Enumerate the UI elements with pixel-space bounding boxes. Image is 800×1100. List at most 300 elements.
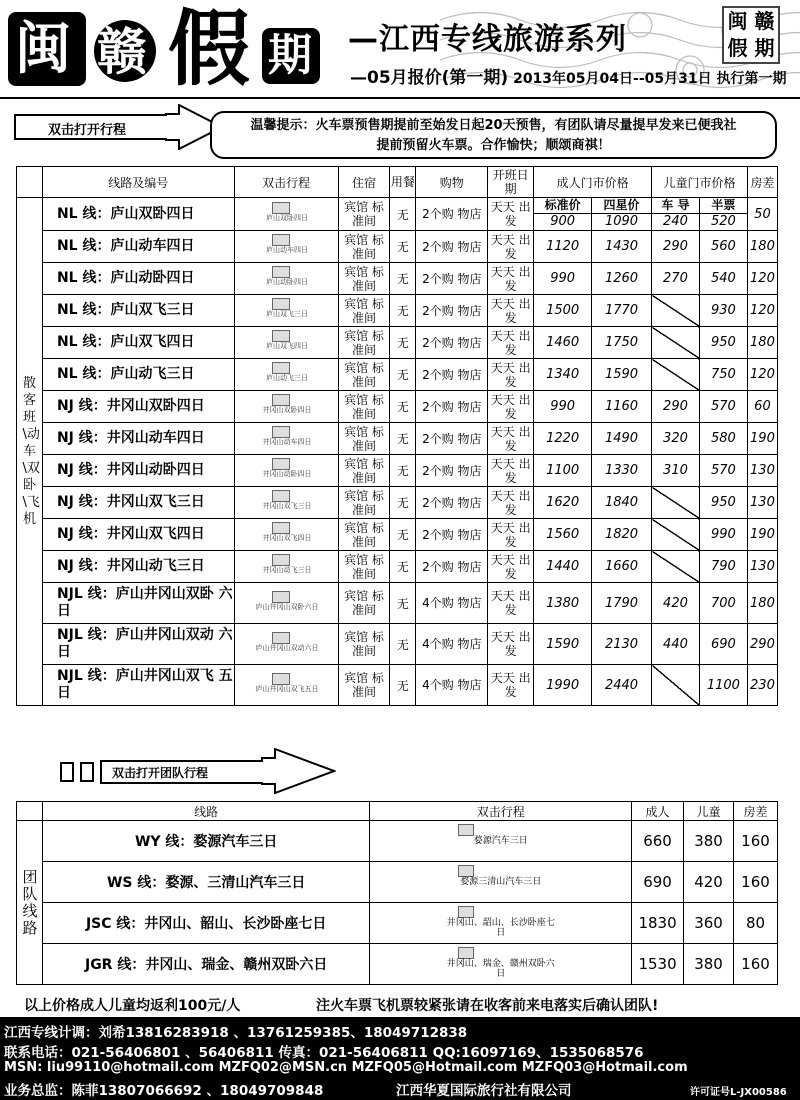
empty-slash-cell bbox=[652, 551, 700, 583]
team-itinerary-link[interactable] bbox=[370, 903, 632, 944]
subtitle-detail: 2013年05月04日--05月31日 执行第一期 bbox=[513, 71, 787, 87]
document-icon bbox=[272, 202, 290, 214]
notice-line-1: 温馨提示：火车票预售期提前至始发日起20天预售，有团队请尽量提早发来已便我社 bbox=[250, 118, 737, 133]
thumbnail-caption: 井冈山双飞四日 bbox=[262, 534, 312, 542]
adult-standard-price: 990 bbox=[534, 263, 592, 295]
document-thumbnail[interactable] bbox=[244, 490, 328, 512]
rebate-note: 以上价格成人儿童均返利100元/人 bbox=[24, 998, 241, 1014]
adult-four-star-price: 1260 bbox=[592, 263, 652, 295]
shopping-cell: 4个购 物店 bbox=[416, 624, 488, 665]
document-thumbnail[interactable] bbox=[244, 202, 328, 224]
header-hotel: 住宿 bbox=[338, 167, 390, 198]
thumbnail-caption: 井冈山、韶山、长沙卧座七日 bbox=[446, 918, 555, 938]
room-diff-cell: 130 bbox=[747, 487, 777, 519]
team-child-price: 360 bbox=[684, 903, 734, 944]
thumbnail-caption: 井冈山双飞三日 bbox=[262, 502, 312, 510]
team-route-name: JSC 线：井冈山、韶山、长沙卧座七日 bbox=[42, 903, 369, 944]
route-name: NJL 线：庐山井冈山双飞 五日 bbox=[42, 665, 234, 706]
document-icon bbox=[272, 554, 290, 566]
document-icon bbox=[458, 906, 474, 918]
team-room-diff: 160 bbox=[733, 862, 777, 903]
route-name: NJL 线：庐山井冈山双卧 六日 bbox=[42, 583, 234, 624]
itinerary-link[interactable] bbox=[234, 519, 338, 551]
room-diff-cell: 180 bbox=[747, 583, 777, 624]
side-label-text: 散客班\动车\双卧\飞机 bbox=[22, 376, 40, 527]
hotel-cell: 宾馆 标准间 bbox=[338, 423, 390, 455]
table-header-row bbox=[17, 167, 778, 198]
hotel-cell: 宾馆 标准间 bbox=[338, 263, 390, 295]
price-subheader: 半票 bbox=[700, 198, 747, 214]
header-shopping: 购物 bbox=[416, 167, 488, 198]
shopping-cell: 2个购 物店 bbox=[416, 327, 488, 359]
child-half-ticket-price: 690 bbox=[699, 624, 747, 665]
document-icon bbox=[272, 591, 290, 603]
team-room-diff: 160 bbox=[733, 944, 777, 985]
team-header-adult: 成人 bbox=[632, 802, 684, 821]
team-header-itinerary: 双击行程 bbox=[370, 802, 632, 821]
child-transport-price: 270 bbox=[652, 263, 700, 295]
team-room-diff: 80 bbox=[733, 903, 777, 944]
adult-standard-price: 1440 bbox=[534, 551, 592, 583]
room-diff-cell: 190 bbox=[747, 519, 777, 551]
table-row bbox=[17, 359, 778, 391]
adult-standard-price: 1340 bbox=[534, 359, 592, 391]
shopping-cell: 2个购 物店 bbox=[416, 263, 488, 295]
empty-slash-cell bbox=[652, 295, 700, 327]
thumbnail-caption: 井冈山动飞三日 bbox=[262, 566, 312, 574]
empty-slash-cell bbox=[652, 519, 700, 551]
stamp-char: 期 bbox=[754, 36, 775, 60]
meal-cell: 无 bbox=[390, 487, 416, 519]
adult-standard-price: 1220 bbox=[534, 423, 592, 455]
adult-standard-price: 1380 bbox=[534, 583, 592, 624]
shopping-cell: 2个购 物店 bbox=[416, 295, 488, 327]
departure-cell: 天天 出发 bbox=[488, 624, 534, 665]
header-child-price: 儿童门市价格 bbox=[652, 167, 748, 198]
departure-cell: 天天 出发 bbox=[488, 263, 534, 295]
page-title: —江西专线旅游系列 bbox=[348, 22, 627, 57]
route-name: NL 线：庐山动飞三日 bbox=[42, 359, 234, 391]
document-thumbnail[interactable] bbox=[244, 234, 328, 256]
table-row bbox=[17, 903, 778, 944]
departure-cell: 天天 出发 bbox=[488, 583, 534, 624]
hotel-cell: 宾馆 标准间 bbox=[338, 231, 390, 263]
adult-standard-price: 1120 bbox=[534, 231, 592, 263]
empty-slash-cell bbox=[652, 327, 700, 359]
table-row bbox=[17, 327, 778, 359]
document-icon bbox=[272, 673, 290, 685]
document-thumbnail[interactable] bbox=[244, 458, 328, 480]
logo-char-1: 闽 bbox=[15, 16, 71, 82]
open-team-itinerary-arrow[interactable] bbox=[60, 748, 340, 794]
document-icon bbox=[272, 298, 290, 310]
shopping-cell: 2个购 物店 bbox=[416, 231, 488, 263]
room-diff-cell: 60 bbox=[747, 391, 777, 423]
table-row bbox=[17, 665, 778, 706]
hotel-cell: 宾馆 标准间 bbox=[338, 624, 390, 665]
route-name: NL 线：庐山双飞三日 bbox=[42, 295, 234, 327]
document-icon bbox=[272, 632, 290, 644]
fit-price-table-body bbox=[17, 198, 778, 706]
document-thumbnail[interactable] bbox=[446, 824, 556, 854]
thumbnail-caption: 庐山动车四日 bbox=[266, 246, 309, 254]
document-thumbnail[interactable] bbox=[244, 394, 328, 416]
meal-cell: 无 bbox=[390, 455, 416, 487]
shopping-cell: 2个购 物店 bbox=[416, 551, 488, 583]
child-half-ticket-price: 570 bbox=[699, 455, 747, 487]
price-cell-with-sub bbox=[534, 198, 592, 231]
team-child-price: 420 bbox=[684, 862, 734, 903]
room-diff-cell: 290 bbox=[747, 624, 777, 665]
child-transport-price: 420 bbox=[652, 583, 700, 624]
itinerary-link[interactable] bbox=[234, 665, 338, 706]
shopping-cell: 2个购 物店 bbox=[416, 455, 488, 487]
document-thumbnail[interactable] bbox=[244, 673, 328, 695]
adult-four-star-price: 1840 bbox=[592, 487, 652, 519]
table-row bbox=[17, 624, 778, 665]
side-label-fit bbox=[17, 198, 43, 706]
open-itinerary-label: 双击打开行程 bbox=[48, 123, 127, 138]
price-subheader: 四星价 bbox=[592, 198, 651, 214]
notice-line-2: 提前预留火车票。合作愉快；顺颂商祺！ bbox=[376, 138, 611, 153]
team-itinerary-link[interactable] bbox=[370, 862, 632, 903]
checkbox-icon bbox=[60, 762, 74, 782]
meal-cell: 无 bbox=[390, 231, 416, 263]
child-half-ticket-price: 560 bbox=[699, 231, 747, 263]
adult-standard-price: 1500 bbox=[534, 295, 592, 327]
team-header-room: 房差 bbox=[733, 802, 777, 821]
table-row bbox=[17, 583, 778, 624]
header-itinerary: 双击行程 bbox=[234, 167, 338, 198]
stamp-char: 闽 bbox=[727, 9, 748, 33]
room-diff-cell: 120 bbox=[747, 295, 777, 327]
team-header-route: 线路 bbox=[42, 802, 369, 821]
document-icon bbox=[458, 824, 474, 836]
thumbnail-caption: 庐山双飞三日 bbox=[266, 310, 309, 318]
footer-company: 江西华夏国际旅行社有限公司 bbox=[396, 1083, 572, 1099]
header-departure: 开班日期 bbox=[488, 167, 534, 198]
document-thumbnail[interactable] bbox=[446, 906, 556, 936]
adult-standard-price: 1560 bbox=[534, 519, 592, 551]
itinerary-link[interactable] bbox=[234, 624, 338, 665]
departure-cell: 天天 出发 bbox=[488, 519, 534, 551]
document-icon bbox=[272, 490, 290, 502]
document-icon bbox=[272, 394, 290, 406]
hotel-cell: 宾馆 标准间 bbox=[338, 391, 390, 423]
team-price-table bbox=[16, 801, 778, 985]
child-half-ticket-price: 950 bbox=[699, 327, 747, 359]
adult-standard-price: 1590 bbox=[534, 624, 592, 665]
team-route-name: WY 线：婺源汽车三日 bbox=[42, 821, 369, 862]
document-thumbnail[interactable] bbox=[244, 426, 328, 448]
price-cell-with-sub bbox=[592, 198, 652, 231]
departure-cell: 天天 出发 bbox=[488, 391, 534, 423]
document-icon bbox=[272, 266, 290, 278]
adult-four-star-price: 1820 bbox=[592, 519, 652, 551]
header-meal: 用餐 bbox=[390, 167, 416, 198]
stamp-char: 假 bbox=[727, 36, 748, 60]
header-route: 线路及编号 bbox=[42, 167, 234, 198]
route-name: NJ 线：井冈山动车四日 bbox=[42, 423, 234, 455]
hotel-cell: 宾馆 标准间 bbox=[338, 295, 390, 327]
price-cell-with-sub bbox=[699, 198, 747, 231]
team-header-side bbox=[17, 802, 43, 821]
table-row bbox=[17, 862, 778, 903]
document-thumbnail[interactable] bbox=[446, 947, 556, 977]
document-icon bbox=[272, 426, 290, 438]
price-cell-with-sub bbox=[652, 198, 700, 231]
adult-standard-price: 1990 bbox=[534, 665, 592, 706]
child-transport-price: 320 bbox=[652, 423, 700, 455]
contact-footer bbox=[0, 1017, 800, 1100]
table-row bbox=[17, 455, 778, 487]
shopping-cell: 4个购 物店 bbox=[416, 583, 488, 624]
adult-standard-price: 1620 bbox=[534, 487, 592, 519]
adult-four-star-price: 1750 bbox=[592, 327, 652, 359]
meal-cell: 无 bbox=[390, 359, 416, 391]
route-name: NJ 线：井冈山双卧四日 bbox=[42, 391, 234, 423]
meal-cell: 无 bbox=[390, 665, 416, 706]
price-subheader: 标准价 bbox=[534, 198, 591, 214]
itinerary-link[interactable] bbox=[234, 551, 338, 583]
table-row bbox=[17, 391, 778, 423]
shopping-cell: 2个购 物店 bbox=[416, 198, 488, 231]
logo-char-2: 赣 bbox=[97, 22, 147, 81]
departure-cell: 天天 出发 bbox=[488, 359, 534, 391]
shopping-cell: 2个购 物店 bbox=[416, 487, 488, 519]
itinerary-link[interactable] bbox=[234, 455, 338, 487]
child-half-ticket-price: 990 bbox=[699, 519, 747, 551]
document-thumbnail[interactable] bbox=[244, 266, 328, 288]
team-itinerary-link[interactable] bbox=[370, 821, 632, 862]
document-icon bbox=[272, 522, 290, 534]
hotel-cell: 宾馆 标准间 bbox=[338, 198, 390, 231]
logo-char-3: 假 bbox=[168, 1, 251, 97]
price-subheader: 车 导 bbox=[652, 198, 699, 214]
thumbnail-caption: 庐山井冈山双飞五日 bbox=[255, 684, 319, 693]
departure-cell: 天天 出发 bbox=[488, 231, 534, 263]
meal-cell: 无 bbox=[390, 391, 416, 423]
route-name: NJ 线：井冈山动飞三日 bbox=[42, 551, 234, 583]
document-thumbnail[interactable] bbox=[244, 591, 328, 613]
thumbnail-caption: 婺源汽车三日 bbox=[473, 836, 528, 846]
adult-four-star-price: 2440 bbox=[592, 665, 652, 706]
table-row bbox=[17, 519, 778, 551]
room-diff-cell: 190 bbox=[747, 423, 777, 455]
document-thumbnail[interactable] bbox=[244, 632, 328, 654]
adult-four-star-price: 1660 bbox=[592, 551, 652, 583]
open-itinerary-arrow[interactable] bbox=[14, 104, 224, 150]
room-diff-cell: 50 bbox=[747, 198, 777, 231]
adult-four-star-price: 1590 bbox=[592, 359, 652, 391]
side-label-team bbox=[17, 821, 43, 985]
document-thumbnail[interactable] bbox=[244, 330, 328, 352]
thumbnail-caption: 庐山双飞四日 bbox=[266, 342, 309, 350]
subtitle-main: —05月报价(第一期) bbox=[350, 68, 509, 88]
itinerary-link[interactable] bbox=[234, 487, 338, 519]
document-thumbnail[interactable] bbox=[244, 298, 328, 320]
thumbnail-caption: 井冈山动卧四日 bbox=[262, 470, 312, 478]
team-route-name: WS 线：婺源、三清山汽车三日 bbox=[42, 862, 369, 903]
itinerary-link[interactable] bbox=[234, 295, 338, 327]
shopping-cell: 2个购 物店 bbox=[416, 359, 488, 391]
itinerary-link[interactable] bbox=[234, 423, 338, 455]
room-diff-cell: 120 bbox=[747, 263, 777, 295]
thumbnail-caption: 井冈山动车四日 bbox=[262, 438, 312, 446]
child-transport-price: 290 bbox=[652, 231, 700, 263]
thumbnail-caption: 婺源三清山汽车三日 bbox=[460, 877, 542, 887]
child-half-ticket-price: 570 bbox=[699, 391, 747, 423]
meal-cell: 无 bbox=[390, 198, 416, 231]
child-half-ticket-price: 700 bbox=[699, 583, 747, 624]
thumbnail-caption: 庐山动卧四日 bbox=[266, 278, 309, 286]
team-child-price: 380 bbox=[684, 821, 734, 862]
team-child-price: 380 bbox=[684, 944, 734, 985]
team-header-child: 儿童 bbox=[684, 802, 734, 821]
route-name: NL 线：庐山双卧四日 bbox=[42, 198, 234, 231]
page-subtitle bbox=[350, 63, 786, 88]
child-transport-price: 290 bbox=[652, 391, 700, 423]
team-adult-price: 1530 bbox=[632, 944, 684, 985]
meal-cell: 无 bbox=[390, 327, 416, 359]
fit-price-table bbox=[16, 166, 778, 706]
price-value: 1090 bbox=[604, 214, 639, 229]
meal-cell: 无 bbox=[390, 423, 416, 455]
child-transport-price: 440 bbox=[652, 624, 700, 665]
itinerary-link[interactable] bbox=[234, 263, 338, 295]
child-half-ticket-price: 540 bbox=[699, 263, 747, 295]
team-price-table-body bbox=[17, 821, 778, 985]
room-diff-cell: 130 bbox=[747, 551, 777, 583]
child-transport-price: 310 bbox=[652, 455, 700, 487]
open-team-itinerary-label: 双击打开团队行程 bbox=[112, 766, 209, 780]
hotel-cell: 宾馆 标准间 bbox=[338, 551, 390, 583]
hotel-cell: 宾馆 标准间 bbox=[338, 455, 390, 487]
room-diff-cell: 180 bbox=[747, 327, 777, 359]
document-thumbnail[interactable] bbox=[244, 362, 328, 384]
departure-cell: 天天 出发 bbox=[488, 423, 534, 455]
itinerary-link[interactable] bbox=[234, 327, 338, 359]
document-thumbnail[interactable] bbox=[244, 522, 328, 544]
child-half-ticket-price: 580 bbox=[699, 423, 747, 455]
notice-box bbox=[210, 111, 777, 159]
header-divider bbox=[0, 97, 800, 99]
team-itinerary-link[interactable] bbox=[370, 944, 632, 985]
table-row bbox=[17, 487, 778, 519]
hotel-cell: 宾馆 标准间 bbox=[338, 665, 390, 706]
table-row bbox=[17, 263, 778, 295]
adult-four-star-price: 2130 bbox=[592, 624, 652, 665]
team-adult-price: 690 bbox=[632, 862, 684, 903]
child-half-ticket-price: 950 bbox=[699, 487, 747, 519]
table-row bbox=[17, 295, 778, 327]
adult-four-star-price: 1790 bbox=[592, 583, 652, 624]
departure-cell: 天天 出发 bbox=[488, 327, 534, 359]
team-adult-price: 1830 bbox=[632, 903, 684, 944]
hotel-cell: 宾馆 标准间 bbox=[338, 359, 390, 391]
header bbox=[0, 0, 800, 96]
child-half-ticket-price: 790 bbox=[699, 551, 747, 583]
adult-four-star-price: 1330 bbox=[592, 455, 652, 487]
document-icon bbox=[458, 947, 474, 959]
child-half-ticket-price: 930 bbox=[699, 295, 747, 327]
itinerary-link[interactable] bbox=[234, 583, 338, 624]
document-icon bbox=[272, 330, 290, 342]
itinerary-link[interactable] bbox=[234, 391, 338, 423]
footer-operator: 江西专线计调：刘希13816283918 、13761259385、18049712838 bbox=[4, 1025, 468, 1041]
adult-four-star-price: 1430 bbox=[592, 231, 652, 263]
thumbnail-caption: 庐山井冈山双卧六日 bbox=[255, 602, 319, 611]
footer-phone: 联系电话：021-56406801 、56406811 传真：021-56406811 QQ:16097169、1535068576 bbox=[4, 1045, 644, 1061]
side-label-text: 团队线路 bbox=[22, 867, 38, 937]
table-row bbox=[17, 198, 778, 231]
departure-cell: 天天 出发 bbox=[488, 487, 534, 519]
hotel-cell: 宾馆 标准间 bbox=[338, 327, 390, 359]
ticket-note: 注火车票飞机票较紧张请在收客前来电落实后确认团队! bbox=[316, 998, 659, 1014]
table-row bbox=[17, 551, 778, 583]
hotel-cell: 宾馆 标准间 bbox=[338, 487, 390, 519]
itinerary-link[interactable] bbox=[234, 231, 338, 263]
shopping-cell: 2个购 物店 bbox=[416, 423, 488, 455]
route-name: NJ 线：井冈山双飞三日 bbox=[42, 487, 234, 519]
meal-cell: 无 bbox=[390, 295, 416, 327]
thumbnail-caption: 庐山井冈山双动六日 bbox=[255, 643, 319, 652]
thumbnail-caption: 井冈山、瑞金、赣州双卧六日 bbox=[446, 959, 555, 979]
adult-four-star-price: 1160 bbox=[592, 391, 652, 423]
shopping-cell: 2个购 物店 bbox=[416, 391, 488, 423]
meal-cell: 无 bbox=[390, 624, 416, 665]
stamp-char: 赣 bbox=[754, 9, 775, 33]
document-thumbnail[interactable] bbox=[446, 865, 556, 895]
meal-cell: 无 bbox=[390, 519, 416, 551]
seal-stamp bbox=[722, 6, 780, 64]
adult-standard-price: 1460 bbox=[534, 327, 592, 359]
document-icon bbox=[272, 234, 290, 246]
hotel-cell: 宾馆 标准间 bbox=[338, 519, 390, 551]
header-adult-price: 成人门市价格 bbox=[534, 167, 652, 198]
table-row bbox=[17, 944, 778, 985]
document-thumbnail[interactable] bbox=[244, 554, 328, 576]
route-name: NJ 线：井冈山动卧四日 bbox=[42, 455, 234, 487]
header-room-diff: 房差 bbox=[747, 167, 777, 198]
adult-four-star-price: 1490 bbox=[592, 423, 652, 455]
price-value: 240 bbox=[663, 214, 688, 229]
team-route-name: JGR 线：井冈山、瑞金、赣州双卧六日 bbox=[42, 944, 369, 985]
departure-cell: 天天 出发 bbox=[488, 295, 534, 327]
checkbox-icon bbox=[80, 762, 94, 782]
adult-standard-price: 990 bbox=[534, 391, 592, 423]
route-name: NL 线：庐山动卧四日 bbox=[42, 263, 234, 295]
thumbnail-caption: 庐山动飞三日 bbox=[266, 374, 309, 382]
footer-license: 许可证号L-JX00586 bbox=[690, 1087, 787, 1098]
team-room-diff: 160 bbox=[733, 821, 777, 862]
itinerary-link[interactable] bbox=[234, 198, 338, 231]
header-side bbox=[17, 167, 43, 198]
child-half-ticket-price: 1100 bbox=[699, 665, 747, 706]
team-adult-price: 660 bbox=[632, 821, 684, 862]
price-value: 900 bbox=[550, 214, 576, 229]
room-diff-cell: 230 bbox=[747, 665, 777, 706]
adult-standard-price: 1100 bbox=[534, 455, 592, 487]
departure-cell: 天天 出发 bbox=[488, 455, 534, 487]
empty-slash-cell bbox=[652, 665, 700, 706]
child-half-ticket-price: 750 bbox=[699, 359, 747, 391]
shopping-cell: 2个购 物店 bbox=[416, 519, 488, 551]
room-diff-cell: 130 bbox=[747, 455, 777, 487]
table-row bbox=[17, 821, 778, 862]
thumbnail-caption: 井冈山双卧四日 bbox=[262, 406, 312, 414]
itinerary-link[interactable] bbox=[234, 359, 338, 391]
